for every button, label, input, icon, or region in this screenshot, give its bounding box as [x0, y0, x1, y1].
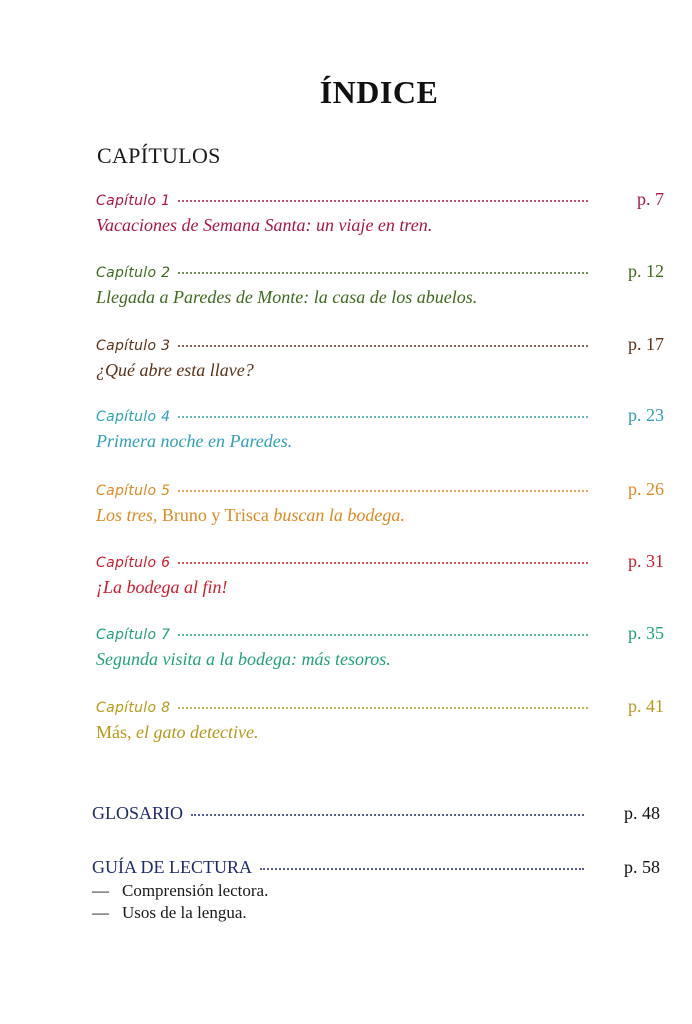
chapter-page: p. 41 [628, 696, 664, 716]
leader-dots [178, 272, 588, 274]
chapter-page: p. 12 [628, 261, 664, 281]
chapter-label: Capítulo 2 [96, 265, 171, 281]
chapter-label: Capítulo 8 [96, 700, 171, 716]
chapter-row [96, 189, 664, 211]
page-title: ÍNDICE [319, 74, 439, 110]
leader-dots [178, 200, 588, 202]
chapter-row [96, 551, 664, 573]
chapter-title [96, 722, 664, 743]
chapter-label: Capítulo 6 [96, 555, 171, 571]
chapter-entry[interactable] [96, 696, 664, 743]
chapter-entry[interactable] [96, 261, 664, 308]
chapter-page: p. 31 [628, 551, 664, 571]
chapter-title-part: Los tres, [96, 505, 162, 525]
glossary-page: p. 48 [624, 803, 660, 823]
leader-dots [178, 345, 588, 347]
chapter-title: Primera noche en Paredes. [96, 431, 293, 451]
chapter-title: Llegada a Paredes de Monte: la casa de los abuelos. [96, 287, 478, 307]
chapter-title [96, 505, 664, 526]
reading-guide-item: — Usos de la lengua. [92, 903, 247, 922]
reading-guide-item: — Comprensión lectora. [92, 881, 269, 900]
chapter-label: Capítulo 1 [96, 193, 171, 209]
leader-dots [178, 416, 588, 418]
chapters-heading: CAPÍTULOS [97, 143, 221, 168]
leader-dots [191, 814, 584, 816]
glossary-label: GLOSARIO [92, 803, 184, 823]
chapter-page: p. 23 [628, 405, 664, 425]
chapter-row [96, 405, 664, 427]
chapter-page: p. 35 [628, 623, 664, 643]
reading-guide-page: p. 58 [624, 857, 660, 877]
chapter-title-part: buscan la bodega. [268, 505, 405, 525]
leader-dots [178, 490, 588, 492]
chapter-label: Capítulo 5 [96, 483, 171, 499]
chapter-title: ¡La bodega al fin! [96, 577, 228, 597]
chapter-row [96, 696, 664, 718]
chapter-row [96, 623, 664, 645]
leader-dots [260, 868, 584, 870]
chapter-title-part: Bruno y Trisca [161, 505, 269, 525]
chapter-title-part: el gato detective. [131, 722, 259, 742]
chapter-label: Capítulo 3 [96, 338, 171, 354]
chapter-entry[interactable] [96, 405, 664, 452]
chapter-entry[interactable] [96, 623, 664, 670]
chapter-entry[interactable] [96, 189, 664, 236]
chapter-entry[interactable] [96, 551, 664, 598]
chapter-entry[interactable] [96, 479, 664, 526]
leader-dots [178, 707, 588, 709]
chapter-title: Vacaciones de Semana Santa: un viaje en tren. [96, 215, 433, 235]
chapter-page: p. 26 [628, 479, 664, 499]
chapter-page: p. 17 [628, 334, 664, 354]
chapter-row [96, 334, 664, 356]
chapter-row [96, 261, 664, 283]
chapter-label: Capítulo 4 [96, 409, 171, 425]
chapter-page: p. 7 [637, 189, 664, 209]
chapter-title: ¿Qué abre esta llave? [96, 360, 254, 380]
chapter-label: Capítulo 7 [96, 627, 171, 643]
glossary-entry[interactable] [92, 803, 660, 825]
reading-guide-label: GUÍA DE LECTURA [92, 857, 252, 877]
chapter-title: Segunda visita a la bodega: más tesoros. [96, 649, 391, 669]
leader-dots [178, 562, 588, 564]
chapter-entry[interactable] [96, 334, 664, 381]
chapter-row [96, 479, 664, 501]
reading-guide-entry[interactable] [92, 857, 660, 923]
chapter-title-part: Más, [96, 722, 132, 742]
leader-dots [178, 634, 588, 636]
